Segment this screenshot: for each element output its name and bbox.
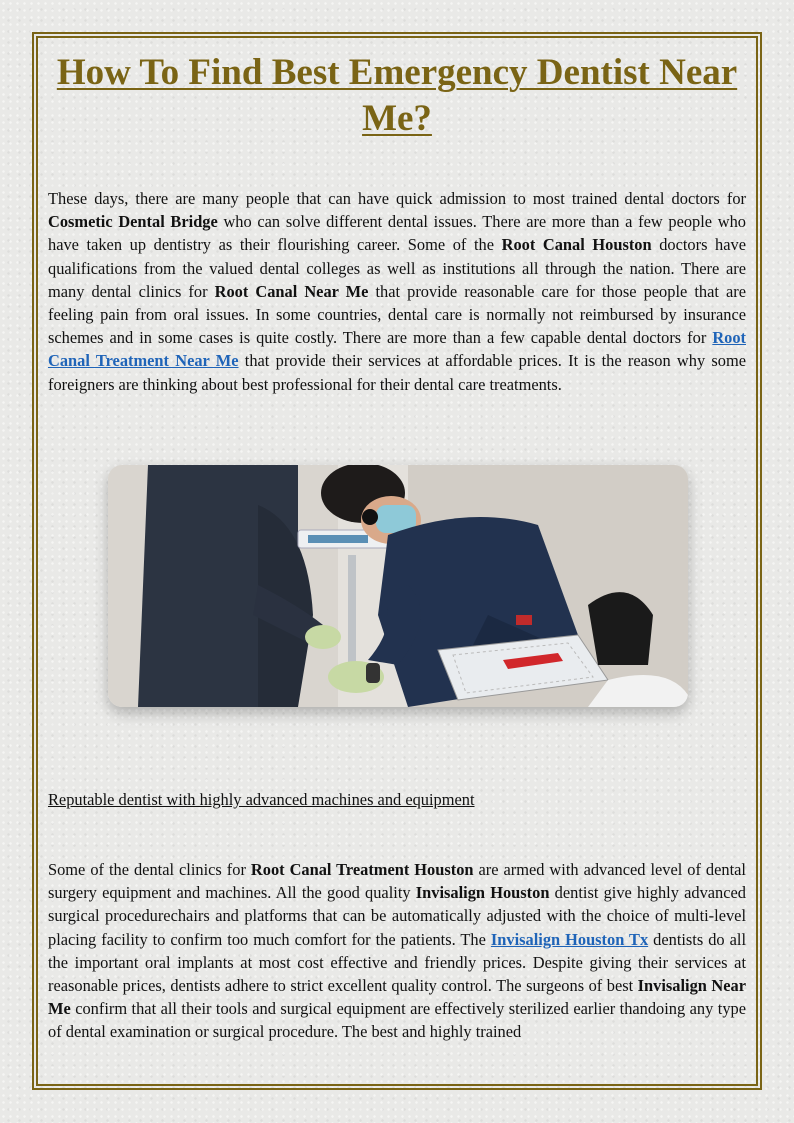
dentist-photo (108, 465, 688, 707)
link-root-canal-treatment-near-me[interactable]: Root Canal Treatment Near Me (48, 328, 746, 371)
document-content (48, 50, 746, 1080)
keyword-cosmetic-dental-bridge: Cosmetic Dental Bridge (48, 212, 218, 232)
equipment-paragraph: Some of the dental clinics for Root Canal Treatment Houston are armed with advanced level of dental surgery equipment and machines. All the good quality Invisalign Houston dentist give highly advanced surgical procedurechairs and platforms that can be automatically adjusted with the choice of multi-level placing facility to confirm too much comfort for the patients. The Invisalign Houston Tx dentists do all the important oral implants at most cost effective and friendly prices. Despite giving their services at reasonable prices, dentists adhere to strict excellent quality control. The surgeons of best Invisalign Near Me confirm that all their tools and surgical equipment are effectively sterilized earlier thandoing any type of dental examination or surgical procedure. The best and highly trained (48, 860, 746, 1042)
keyword-root-canal-houston: Root Canal Houston (501, 235, 652, 255)
keyword-invisalign-houston: Invisalign Houston (415, 883, 550, 903)
page-title: How To Find Best Emergency Dentist Near Me? (56, 52, 738, 139)
intro-paragraph: These days, there are many people that can have quick admission to most trained dental doctors for Cosmetic Dental Bridge who can solve different dental issues. There are more than a few people who have taken up dentistry as their flourishing career. Some of the Root Canal Houston doctors have qualifications from the valued dental colleges as well as institutions all through the nation. There are many dental clinics for Root Canal Near Me that provide reasonable care for those people that are feeling pain from oral issues. In some countries, dental care is normally not reimbursed by insurance schemes and in some cases is quite costly. There are more than a few capable dental doctors for Root Canal Treatment Near Me that provide their services at affordable prices. It is the reason why some foreigners are thinking about best professional for their dental care treatments. (48, 189, 746, 394)
keyword-root-canal-treatment-houston: Root Canal Treatment Houston (250, 860, 474, 879)
keyword-root-canal-near-me: Root Canal Near Me (214, 281, 369, 301)
keyword-invisalign-near-me: Invisalign Near Me (48, 976, 746, 1019)
section-subheading: Reputable dentist with highly advanced machines and equipment (48, 790, 475, 809)
link-invisalign-houston-tx[interactable]: Invisalign Houston Tx (490, 929, 649, 949)
dentist-photo-illustration (108, 465, 688, 707)
